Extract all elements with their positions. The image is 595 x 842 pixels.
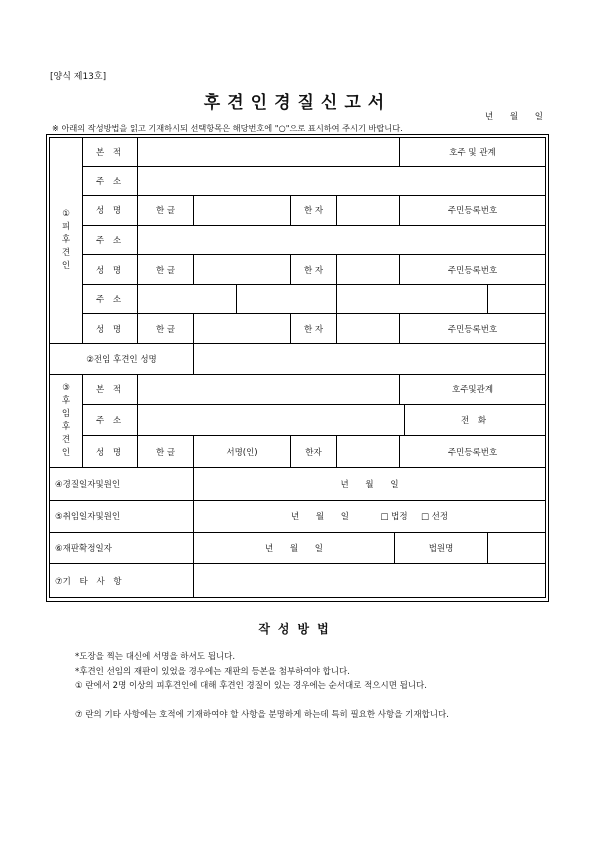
ward3-resident-number-label: 주민등록번호 — [400, 314, 546, 344]
successor-hanja-field[interactable] — [337, 435, 400, 468]
ward-hanja-label: 한 자 — [291, 196, 337, 226]
ward-section-label: ① 피 후 견 인 — [50, 138, 83, 344]
successor-household-label: 호주및관계 — [400, 374, 546, 405]
change-date-label: ④경질일자및원인 — [50, 468, 194, 501]
successor-signature-field[interactable]: 서명(인) — [194, 435, 291, 468]
ward-hangul-label: 한 글 — [138, 196, 194, 226]
successor-hanja-label: 한자 — [291, 435, 337, 468]
form-number: [양식 제13호] — [50, 72, 107, 82]
ward3-hanja-label: 한 자 — [291, 314, 337, 344]
ward2-hanja-field[interactable] — [337, 255, 400, 285]
ward3-address-field-c[interactable] — [337, 284, 488, 314]
ward-name-label: 성 명 — [83, 196, 138, 226]
ward-hangul-field[interactable] — [194, 196, 291, 226]
previous-guardian-field[interactable] — [194, 344, 546, 375]
successor-section-label: ③ 후 임 후 견 인 — [50, 374, 83, 468]
method-note: *도장을 찍는 대신에 서명을 하셔도 됩니다. — [75, 652, 236, 662]
document-title: 후견인경질신고서 — [203, 93, 392, 113]
court-name-field[interactable] — [488, 532, 546, 564]
ward3-hangul-field[interactable] — [194, 314, 291, 344]
ward2-hanja-label: 한 자 — [291, 255, 337, 285]
previous-guardian-label: ②전임 후견인 성명 — [50, 344, 194, 375]
instruction-text: ※ 아래의 작성방법을 읽고 기재하시되 선택항목은 해당번호에 "○"으로 표시하여 주시기 바랍니다. — [52, 123, 403, 133]
ward2-address-label: 주 소 — [83, 225, 138, 255]
method-note: ① 란에서 2명 이상의 피후견인에 대해 후견인 경질이 있는 경우에는 순서대로 적으시면 됩니다. — [75, 681, 427, 691]
other-matters-label: ⑦기 타 사 항 — [50, 564, 194, 598]
ward-registry-label: 본 적 — [83, 138, 138, 167]
ward-hanja-field[interactable] — [337, 196, 400, 226]
document-date: 년 월 일 — [484, 112, 543, 122]
ward3-hanja-field[interactable] — [337, 314, 400, 344]
ward3-address-field-d[interactable] — [488, 284, 546, 314]
ward3-address-label: 주 소 — [83, 284, 138, 314]
successor-resident-number-label: 주민등록번호 — [400, 435, 546, 468]
other-matters-field[interactable] — [194, 564, 546, 598]
judgment-date-field[interactable]: 년 월 일 — [194, 532, 395, 564]
ward-household-label: 호주 및 관계 — [400, 138, 546, 167]
form-table — [49, 137, 546, 598]
court-name-label: 법원명 — [395, 532, 488, 564]
ward3-address-field-b[interactable] — [237, 284, 337, 314]
appointment-field[interactable] — [194, 501, 546, 533]
ward3-name-label: 성 명 — [83, 314, 138, 344]
ward2-hangul-label: 한 글 — [138, 255, 194, 285]
successor-registry-field[interactable] — [138, 374, 400, 405]
appointment-date: 년 월 일 — [290, 512, 349, 523]
ward-address-label: 주 소 — [83, 166, 138, 196]
ward3-address-field-a[interactable] — [138, 284, 237, 314]
judgment-date-label: ⑥재판확정일자 — [50, 532, 194, 564]
ward2-address-field[interactable] — [138, 225, 546, 255]
successor-address-field[interactable] — [138, 405, 405, 436]
change-date-field[interactable]: 년 월 일 — [194, 468, 546, 501]
appointment-option-selected[interactable]: □ 선정 — [420, 512, 449, 523]
ward2-hangul-field[interactable] — [194, 255, 291, 285]
ward3-hangul-label: 한 글 — [138, 314, 194, 344]
appointment-option-statutory[interactable]: □ 법정 — [380, 512, 408, 523]
ward2-name-label: 성 명 — [83, 255, 138, 285]
successor-hangul-label: 한 글 — [138, 435, 194, 468]
successor-phone-label: 전 화 — [405, 405, 546, 436]
report-form — [46, 134, 549, 602]
successor-registry-label: 본 적 — [83, 374, 138, 405]
method-title: 작성방법 — [258, 622, 337, 636]
ward2-resident-number-label: 주민등록번호 — [400, 255, 546, 285]
appointment-label: ⑤취임일자및원인 — [50, 501, 194, 533]
ward-resident-number-label: 주민등록번호 — [400, 196, 546, 226]
successor-address-label: 주 소 — [83, 405, 138, 436]
method-note: ⑦ 란의 기타 사항에는 호적에 기재하여야 할 사항을 분명하게 하는데 특히 필요한 사항을 기재합니다. — [75, 710, 449, 720]
method-note: *후견인 선임의 재판이 있었을 경우에는 재판의 등본을 첨부하여야 합니다. — [75, 667, 350, 677]
successor-name-label: 성 명 — [83, 435, 138, 468]
ward-registry-field[interactable] — [138, 138, 400, 167]
ward-address-field[interactable] — [138, 166, 546, 196]
